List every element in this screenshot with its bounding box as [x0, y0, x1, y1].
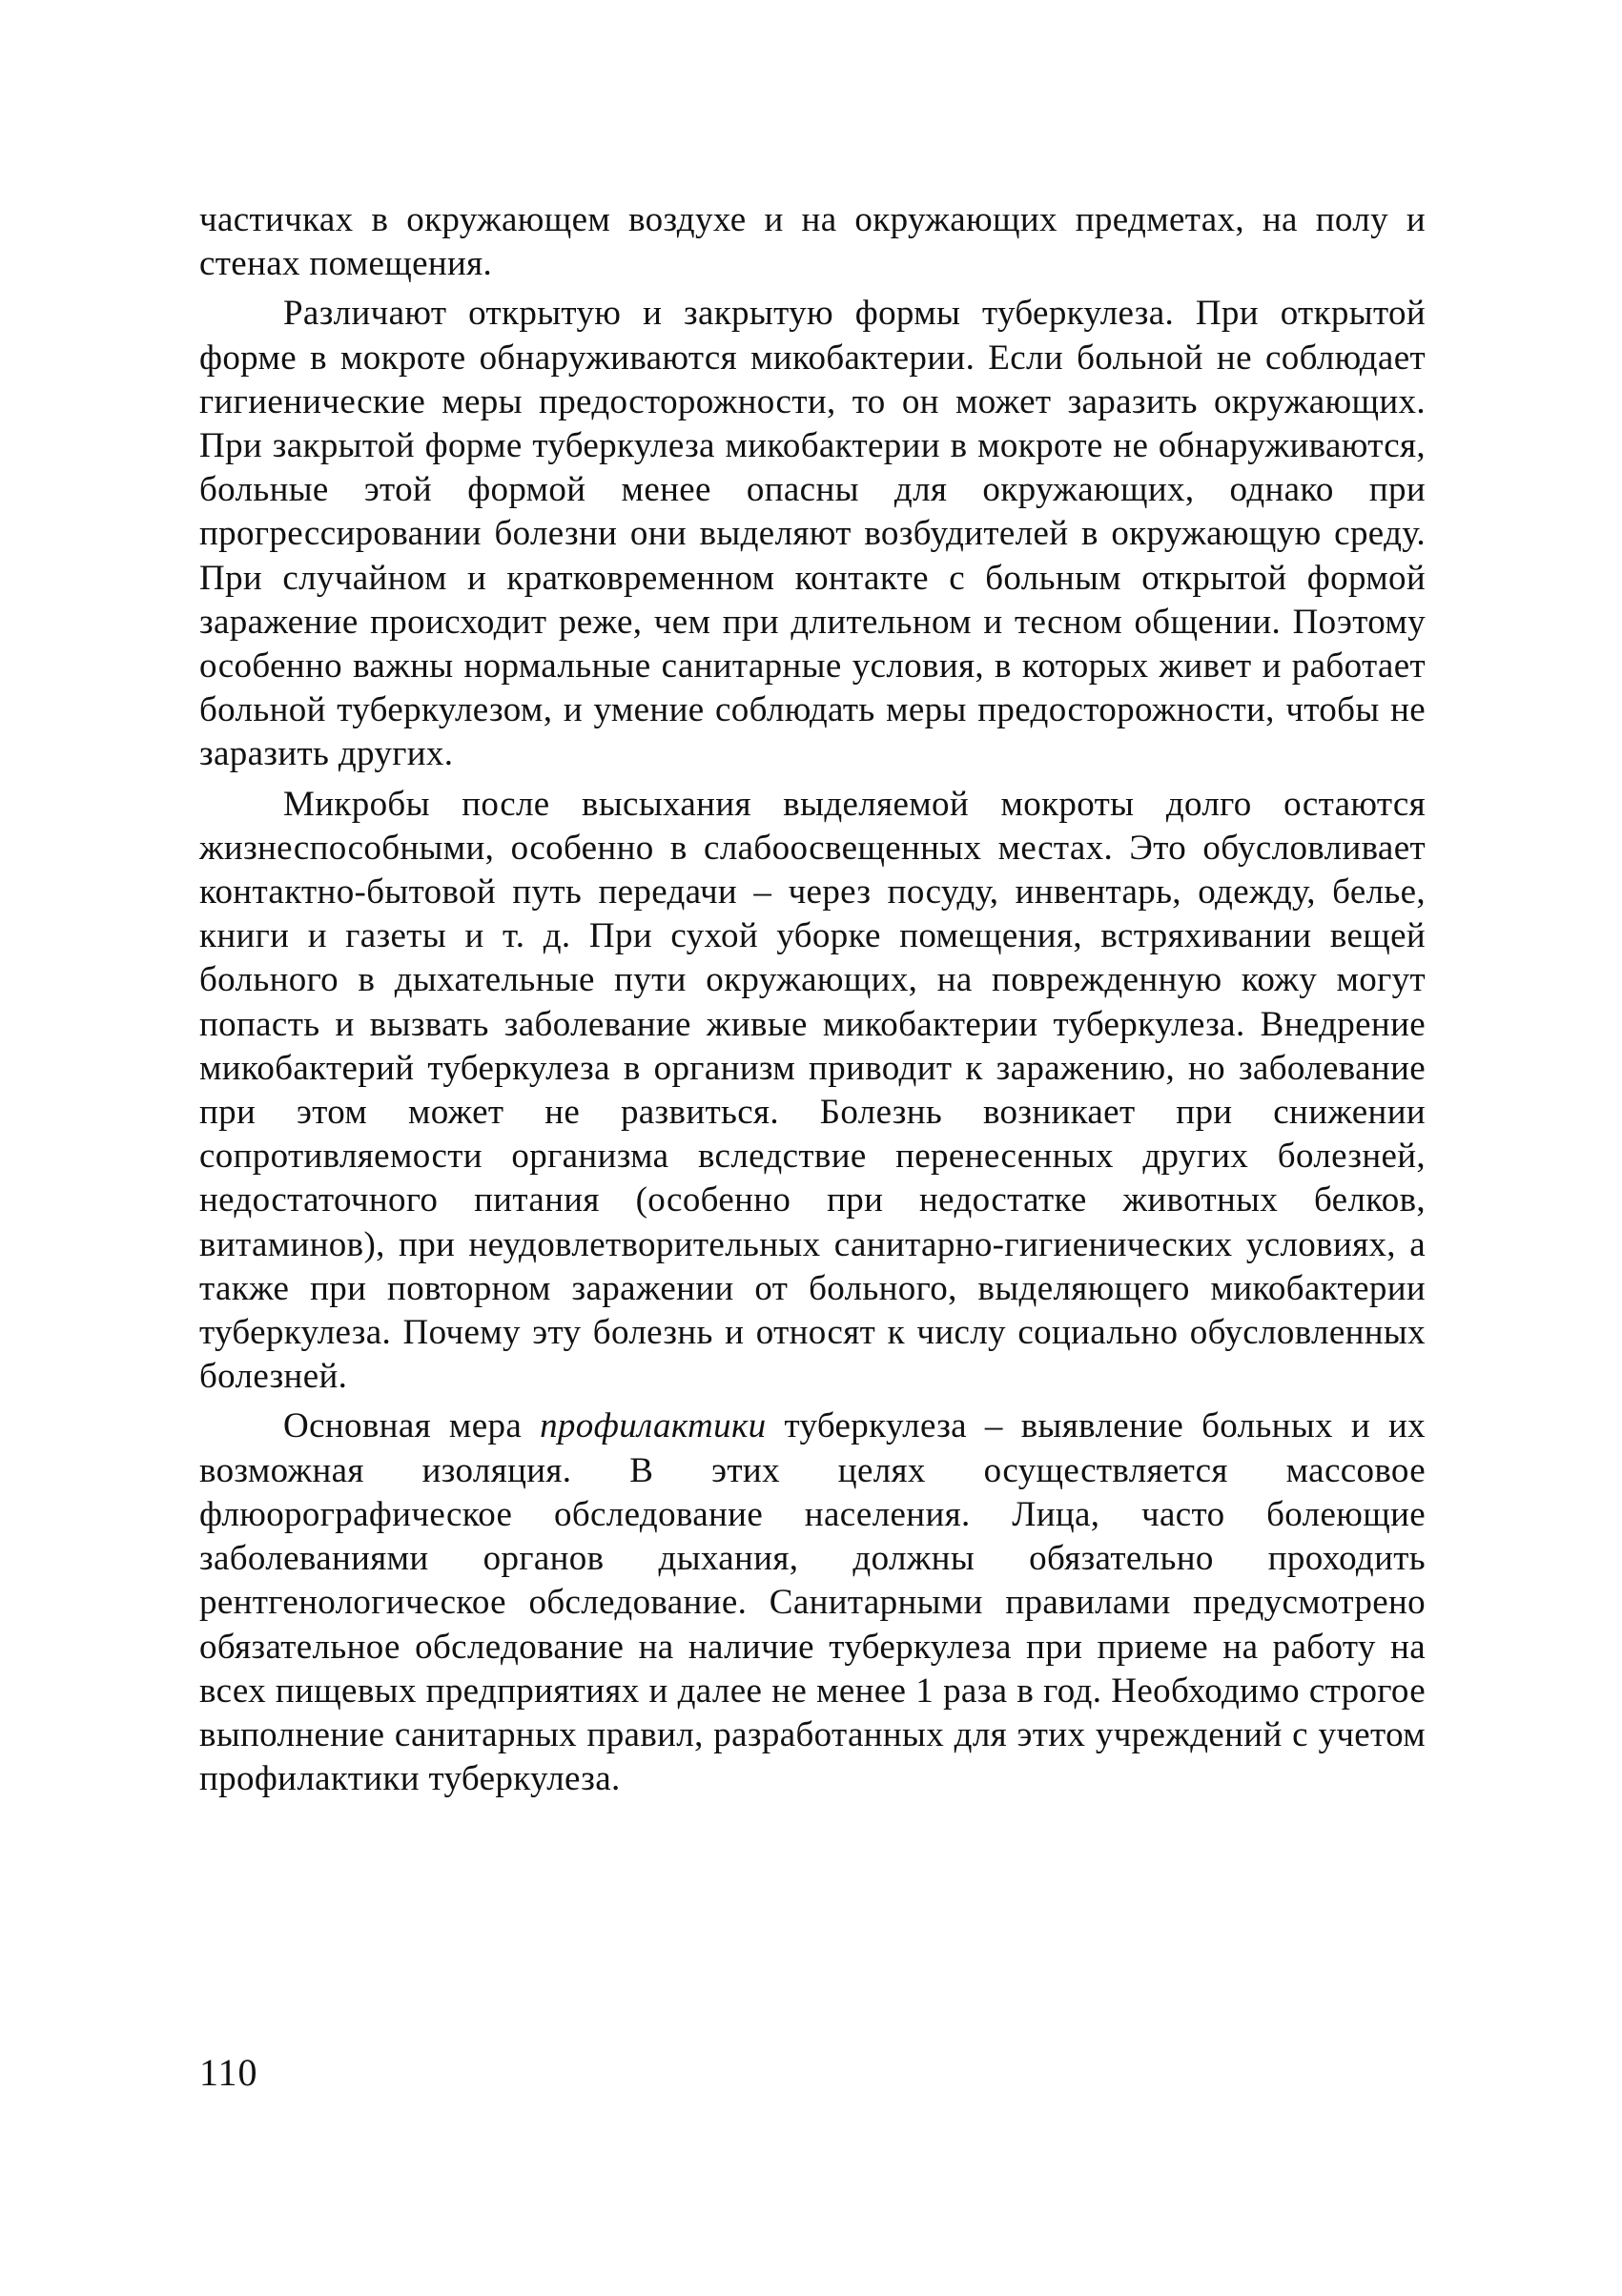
paragraph-transmission: Микробы после высыхания выделяемой мокроты долго остаются жизнеспособными, особенно в слабоосвещенных местах. Это обусловливает контактно-бытовой путь передачи – через посуду, инвентарь, одежду, белье, книги и газеты и т. д. При сухой уборке помещения, встряхивании вещей больного в дыхательные пути окружающих, на поврежденную кожу могут попасть и вызвать заболевание живые микобактерии туберкулеза. Внедрение микобактерий туберкулеза в организм приводит к заражению, но заболевание при этом может не развиться. Болезнь возникает при снижении сопротивляемости организма вследствие перенесенных других болезней, недостаточного питания (особенно при недостатке животных белков, витаминов), при неудовлетворительных санитарно-гигиенических условиях, а также при повторном заражении от больного, выделяющего микобактерии туберкулеза. Почему эту болезнь и относят к числу социально обусловленных болезней.	[199, 784, 1426, 1397]
italic-term-prophylaxis: профилактики	[540, 1406, 767, 1446]
paragraph-prevention-lead: Основная мера	[283, 1406, 541, 1446]
paragraph-prevention-rest: туберкулеза – выявление больных и их возможная изоляция. В этих целях осуществляется массовое флюорографическое обследование населения. Лица, часто болеющие заболеваниями органов дыхания, должны обязательно проходить рентгенологическое обследование. Санитарными правилами предусмотрено обязательное обследование на наличие туберкулеза при приеме на работу на всех пищевых предприятиях и далее не менее 1 раза в год. Необходимо строгое выполнение санитарных правил, разработанных для этих учреждений с учетом профилактики туберкулеза.	[199, 1406, 1426, 1799]
page-number: 110	[199, 2051, 258, 2094]
paragraph-prevention	[199, 1404, 1426, 1801]
paragraph-tuberculosis-forms: Различают открытую и закрытую формы туберкулеза. При открытой форме в мокроте обнаруживаются микобактерии. Если больной не соблюдает гигиенические меры предосторожности, то он может заразить окружающих. При закрытой форме туберкулеза микобактерии в мокроте не обнаруживаются, больные этой формой менее опасны для окружающих, однако при прогрессировании болезни они выделяют возбудителей в окружающую среду. При случайном и кратковременном контакте с больным открытой формой заражение происходит реже, чем при длительном и тесном общении. Поэтому особенно важны нормальные санитарные условия, в которых живет и работает больной туберкулезом, и умение соблюдать меры предосторожности, чтобы не заразить других.	[199, 294, 1426, 774]
page-body-text	[199, 198, 1426, 1807]
paragraph-continuation: частичках в окружающем воздухе и на окружающих предметах, на полу и стенах помещения.	[199, 200, 1426, 284]
